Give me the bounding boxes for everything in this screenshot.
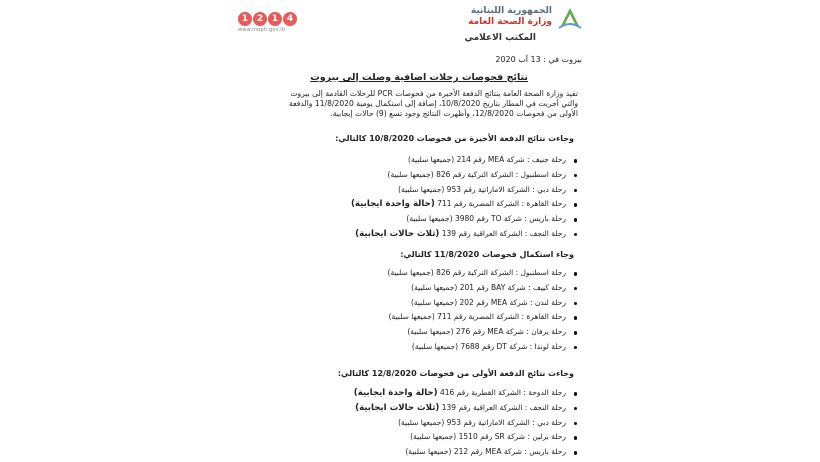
- press-release-page: [228, 0, 592, 462]
- flight-result: (جميعها سلبية): [387, 268, 434, 277]
- flight-text: رحلة باريس : شركة TO رقم 3980: [454, 214, 566, 224]
- website-url: www.moph.gov.lb: [238, 27, 286, 33]
- media-office-label: المكتب الاعلامي: [464, 33, 536, 43]
- flight-text: رحلة الدوحة : الشركة القطرية رقم 416: [439, 388, 566, 397]
- flight-result: (جميعها سلبية): [406, 214, 453, 224]
- flight-text: رحلة برلين : شركة SR رقم 1510: [458, 432, 566, 442]
- bullet-icon: [574, 218, 578, 222]
- flight-text: رحلة باريس : شركة MEA رقم 212: [453, 447, 566, 457]
- flight-result: (جميعها سلبية): [410, 297, 458, 307]
- list-item: [354, 386, 578, 401]
- bullet-icon: [574, 392, 578, 396]
- bullet-icon: [574, 407, 578, 411]
- flight-result: (جميعها سلبية): [388, 312, 435, 322]
- flight-text: رحلة يرفان : شركة MEA رقم 276: [455, 327, 566, 337]
- flight-text: رحلة النجف : الشركة العراقية رقم 139: [441, 402, 566, 412]
- document-title: نتائج فحوصات رحلات اضافية وصلت إلى بيروت: [310, 72, 528, 83]
- bullet-icon: [574, 436, 578, 440]
- bullet-icon: [574, 159, 578, 163]
- bullet-icon: [574, 422, 578, 426]
- hotline-digit: 2: [253, 12, 267, 26]
- list-item: [351, 153, 578, 168]
- flight-result: (ثلاث حالات ايجابية): [355, 402, 440, 413]
- hotline-digit: 1: [238, 12, 252, 26]
- flight-text: رحلة النجف : الشركة العراقية رقم 139: [441, 228, 566, 238]
- list-item: [351, 197, 578, 212]
- flight-result: (جميعها سلبية): [387, 169, 434, 179]
- bullet-icon: [574, 233, 578, 237]
- cedar-emblem-icon: [556, 6, 584, 30]
- flight-result: (حالة واحدة ايجابية): [351, 199, 435, 210]
- list-item: [351, 227, 578, 242]
- bullet-icon: [574, 331, 578, 335]
- hotline-digit: 4: [283, 12, 297, 26]
- ministry-name: وزارة الصحة العامة: [468, 17, 552, 27]
- list-item: [388, 340, 578, 355]
- flight-text: رحلة اسطنبول : الشركة التركية رقم 826: [436, 268, 566, 277]
- bullet-icon: [574, 316, 578, 320]
- republic-name: الجمهورية اللبنانية: [470, 6, 552, 16]
- flight-result: (جميعها سلبية): [411, 282, 458, 292]
- intro-paragraph: تفيد وزارة الصحة العامة بنتائج الدفعة الأخيرة من فحوصات PCR للرحلات القادمة إلى بيروت والتي أجريت في المطار بتاريخ 10/8/2020، إضافة إلى استكمال يومية 11/8/2020 والدفعة الأولى من فحوصات 12/8/2020، وأظهرت النتائج وجود تسع (9) حالات إيجابية.: [289, 89, 578, 118]
- flight-text: رحلة القاهرة : الشركة المصرية رقم 711: [437, 312, 566, 322]
- list-item: [354, 416, 578, 431]
- bullet-icon: [574, 346, 578, 350]
- bullet-icon: [574, 174, 578, 178]
- list-item: [351, 212, 578, 227]
- bullet-icon: [574, 272, 578, 276]
- flight-list: [351, 153, 578, 242]
- flight-result: (جميعها سلبية): [411, 341, 459, 351]
- bullet-icon: [574, 287, 578, 291]
- flight-result: (جميعها سلبية): [405, 447, 452, 457]
- section-heading: وجاءت نتائج الدفعة الأخيرة من فحوصات 10/8/2020 كالتالي:: [335, 134, 574, 143]
- list-item: [354, 445, 578, 460]
- list-item: [354, 430, 578, 445]
- flight-result: (حالة واحدة ايجابية): [353, 388, 438, 398]
- flight-text: رحلة لوندا : شركة DT رقم 7688: [460, 341, 566, 351]
- list-item: [388, 310, 578, 325]
- flight-result: (جميعها سلبية): [398, 184, 445, 194]
- ministry-header: [468, 6, 552, 28]
- section-heading: وجاءت نتائج الدفعة الأولى من فحوصات 12/8/2020 كالتالي:: [337, 369, 574, 378]
- bullet-icon: [574, 189, 578, 193]
- flight-text: رحلة دبي : الشركة الاماراتية رقم 953: [446, 417, 566, 427]
- flight-text: رحلة كييف : شركة BAY رقم 201: [459, 282, 566, 292]
- list-item: [388, 325, 578, 340]
- flight-list: [354, 386, 578, 460]
- hotline-number-icon: [238, 6, 298, 33]
- section-heading: وجاء استكمال فحوصات 11/8/2020 كالتالي:: [400, 250, 574, 259]
- flight-list: [388, 266, 578, 355]
- flight-text: رحلة دبي : الشركة الاماراتية رقم 953: [446, 184, 566, 194]
- bullet-icon: [574, 302, 578, 306]
- list-item: [354, 401, 578, 416]
- flight-result: (جميعها سلبية): [407, 327, 454, 337]
- bullet-icon: [574, 451, 578, 455]
- flight-text: رحلة لندن : شركة MEA رقم 202: [459, 297, 566, 307]
- flight-result: (جميعها سلبية): [410, 432, 457, 442]
- flight-result: (جميعها سلبية): [408, 155, 455, 164]
- flight-result: (ثلاث حالات ايجابية): [355, 228, 440, 239]
- flight-text: رحلة اسطنبول : الشركة التركية رقم 826: [436, 169, 566, 179]
- hotline-digit: 1: [268, 12, 282, 26]
- flight-result: (جميعها سلبية): [398, 417, 445, 427]
- list-item: [351, 183, 578, 198]
- list-item: [351, 168, 578, 183]
- date-line: بيروت في : 13 آب 2020: [495, 55, 582, 64]
- list-item: [388, 266, 578, 281]
- list-item: [388, 281, 578, 296]
- bullet-icon: [574, 203, 578, 207]
- flight-text: رحلة جنيف : شركة MEA رقم 214: [456, 155, 566, 164]
- flight-text: رحلة القاهرة : الشركة المصرية رقم 711: [437, 199, 566, 209]
- list-item: [388, 296, 578, 311]
